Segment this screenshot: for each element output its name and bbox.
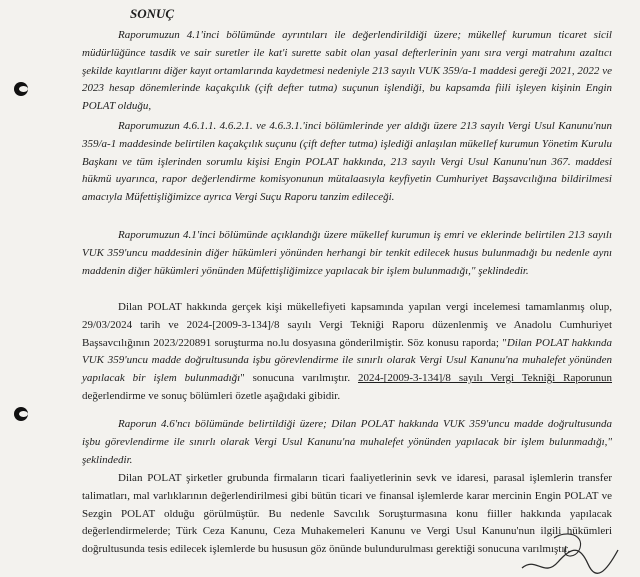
binder-hole-top <box>14 82 28 96</box>
paragraph-4-part-3: değerlendirme ve sonuç bölümleri özetle aşağıdaki gibidir. <box>82 389 341 402</box>
binder-hole-bottom <box>14 407 28 421</box>
paragraph-1: Raporumuzun 4.1'inci bölümünde ayrıntıları ile değerlendirildiği üzere; mükellef kurumun ticaret sicil müdürlüğünce tasdik ve sair suretler ile kat'i surette sabit olan yasal defterlerinin yanı sıra vergi matrahını azaltıcı şekilde kayıtlarını diğer kayıt ortamlarında kaydetmesi nedeniyle 213 sayılı VUK 359/a-1 maddesi gereği 2021, 2022 ve 2023 hesap dönemlerinde kaçakçılık (çift defter tutma) suçunun işlendiği, bu kapsamda fiili işleyen kişinin Engin POLAT olduğu, <box>82 29 612 113</box>
paragraph-2: Raporumuzun 4.6.1.1. 4.6.2.1. ve 4.6.3.1.'inci bölümlerinde yer aldığı üzere 213 sayılı Vergi Usul Kanunu'nun 359/a-1 maddesinde belirtilen kaçakçılık suçunu (çift defter tutma) işlediği anlaşılan mükellef kurumun Yönetim Kurulu Başkanı ve tüm işlerinden sorumlu kişisi Engin POLAT hakkında, 213 sayılı Vergi Usul Kanunu'nun 367. maddesi hükmü uyarınca, rapor değerlendirme komisyonunun mütalaasıyla keyfiyetin Cumhuriyet Başsavcılığına bildirilmesi amacıyla Müfettişliğimizce ayrıca Vergi Suçu Raporu tanzim edileceği. <box>82 120 612 204</box>
paragraph-6: Dilan POLAT şirketler grubunda firmaların ticari faaliyetlerinin sevk ve idaresi, parasal işlemlerin transfer talimatları, mal varlıklarının değerlendirilmesi gibi bütün ticari ve finansal işlemlerde karar mercinin Engin POLAT ve Sezgin POLAT olduğu görülmüştür. Bu nedenle Savcılık Soruşturmasına konu fiiller hakkında yapılacak değerlendirmelerde; Türk Ceza Kanunu, Ceza Muhakemeleri Kanunu ve Vergi Usul Kanunu'nun ilgili hükümleri doğrultusunda tesis edilecek işlemlerde bu hususun göz önünde bulundurulması gerektiği sonucuna varılmıştır. <box>82 472 612 556</box>
paragraph-4-quote: Dilan POLAT hakkında VUK 359'uncu madde doğrultusunda işbu görevlendirme ile sınırlı olarak Vergi Usul Kanunu'na muhalefet yönünden yapılacak bir işlem bulunmadığı <box>82 336 613 385</box>
paragraph-5: Raporun 4.6'ncı bölümünde belirtildiği üzere; Dilan POLAT hakkında VUK 359'uncu madde doğrultusunda işbu görevlendirme ile sınırlı olarak Vergi Usul Kanunu'na muhalefet yönünden yapılacak bir işlem bulunmadığı," şeklindedir. <box>82 418 612 466</box>
paragraph-4-report-ref: 2024-[2009-3-134]/8 sayılı Vergi Tekniği Raporunun <box>358 372 612 385</box>
section-heading: SONUÇ <box>130 6 175 21</box>
paragraph-4-part-2: " sonucuna varılmıştır. <box>240 372 359 385</box>
paragraph-3: Raporumuzun 4.1'inci bölümünde açıklandığı üzere mükellef kurumun iş emri ve eklerinde belirtilen 213 sayılı VUK 359'uncu maddesinin diğer hükümleri yönünden herhangi bir tenkit edilecek husus bulunmadığı bu nedenle aynı maddenin diğer hükümleri yönünden Müfettişliğimizce yapılacak bir işlem bulunmadığı," şeklindedir. <box>82 229 612 277</box>
paragraph-4-part-1: Dilan POLAT hakkında gerçek kişi mükellefiyeti kapsamında yapılan vergi incelemesi tamamlanmış olup, 29/03/2024 tarih ve 2024-[2009-3-134]/8 sayılı Vergi Tekniği Raporu düzenlenmiş ve Anadolu Cumhuriyet Başsavcılığının 2023/220891 soruşturma no.lu dosyasına gönderilmiştir. Söz konusu raporda; " <box>82 301 612 349</box>
signature-scribble <box>514 528 624 577</box>
paragraph-4 <box>82 299 612 406</box>
